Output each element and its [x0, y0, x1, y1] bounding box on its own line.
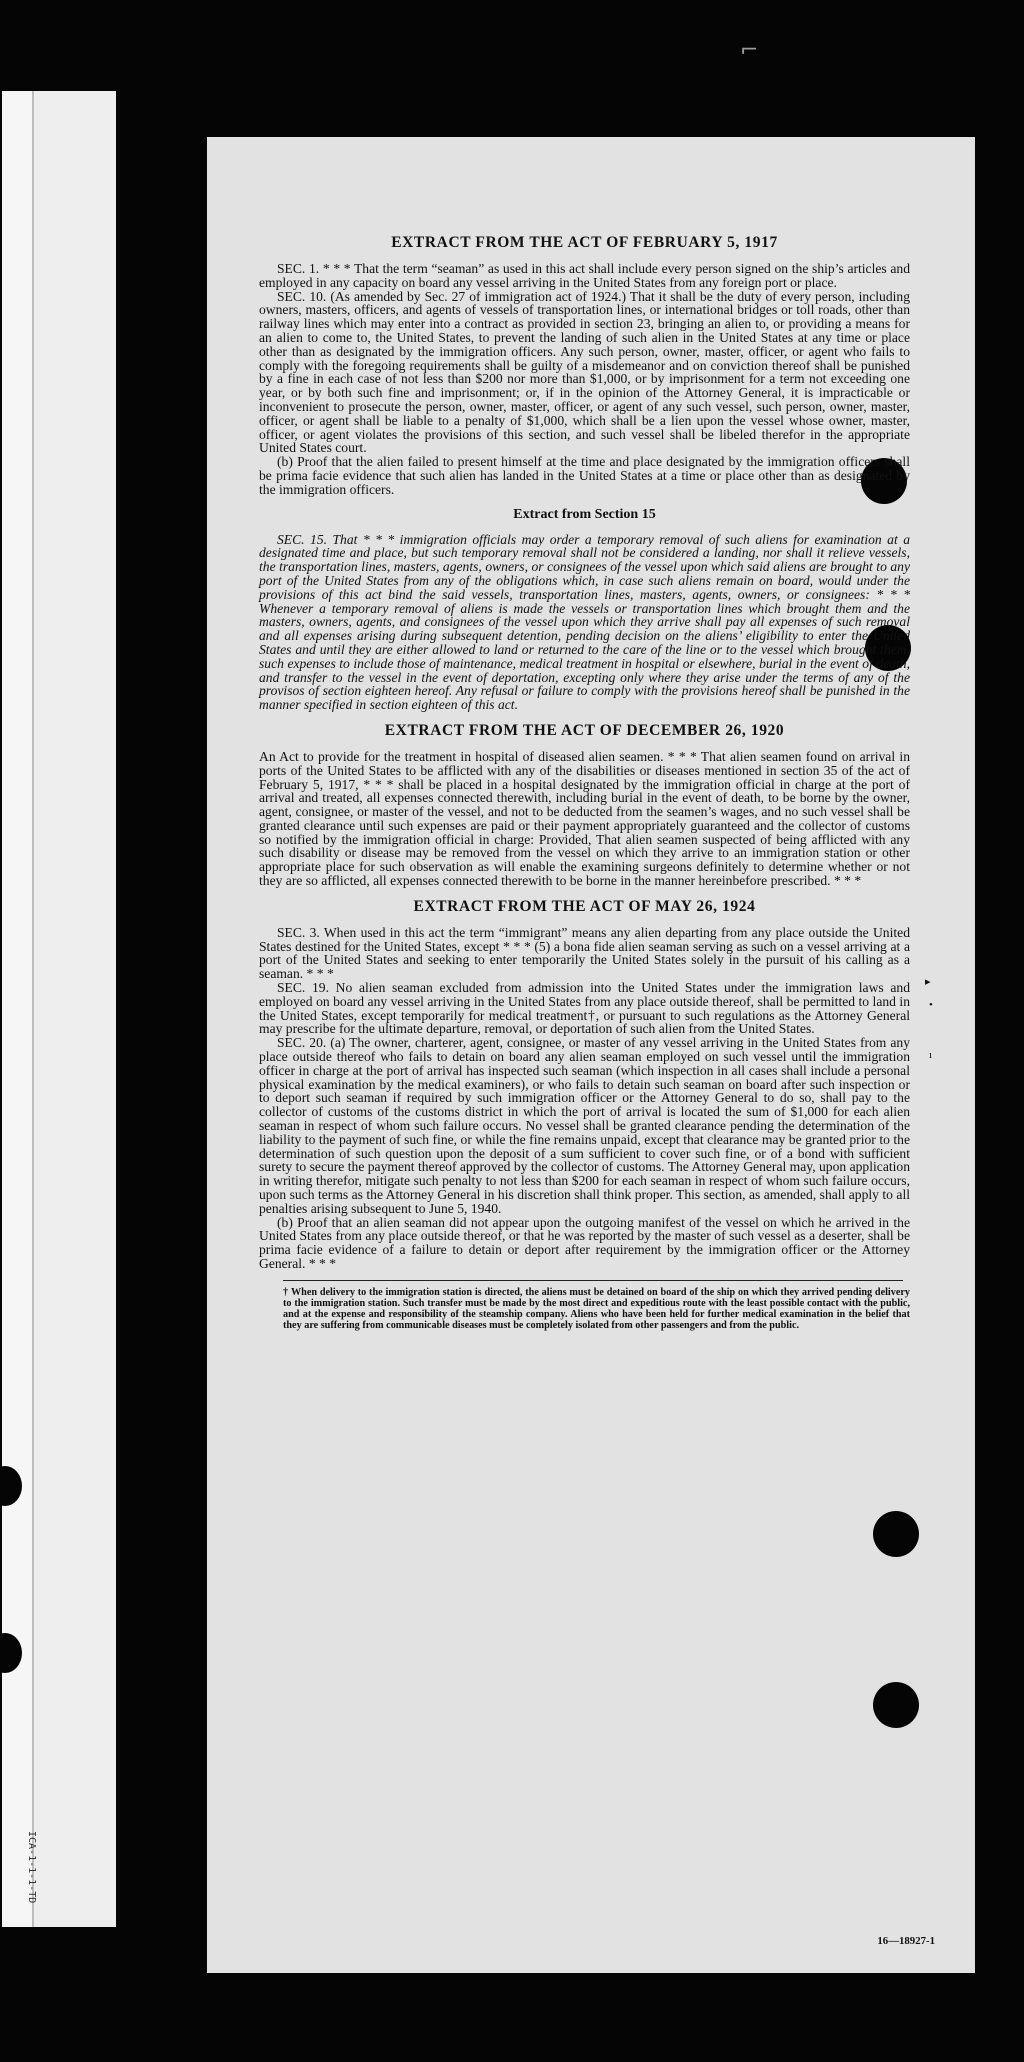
- margin-mark: •: [929, 999, 933, 1011]
- sec-10-paragraph: SEC. 10. (As amended by Sec. 27 of immigration act of 1924.) That it shall be the duty of every person, including owners, masters, officers, and agents of vessels of transportation lines, or international bridges or toll roads, other than railway lines which may enter into a contract as provided in section 23, bringing an alien to, or providing a means for an alien to come to, the United States, to prevent the landing of such alien in the United States at any time or place other than as designated by the immigration officers. Any such person, owner, master, officer, or agent who fails to comply with the foregoing requirements shall be guilty of a misdemeanor and on conviction thereof shall be punished by a fine in each case of not less than $200 nor more than $1,000, or by imprisonment for a term not exceeding one year, or by both such fine and imprisonment; or, if in the opinion of the Attorney General, it is impracticable or inconvenient to prosecute the person, owner, master, officer, or agent of any such vessel, such person, owner, master, officer, or agent shall be liable to a penalty of $1,000, which shall be a lien upon the vessel whose owner, master, officer, or agent violates the provisions of this section, and such vessel shall be libeled therefor in the appropriate United States court.: [259, 288, 910, 456]
- section-heading-dec-1920: EXTRACT FROM THE ACT OF DECEMBER 26, 1920: [384, 721, 785, 739]
- strip-edge-text: ICA-1-1-1-TD: [26, 1831, 37, 1904]
- sec-19-paragraph: SEC. 19. No alien seaman excluded from admission into the United States under the immigration laws and employed on board any vessel arriving in the United States from any place outside thereof, shall be permitted to land in the United States, except temporarily for medical treatment†, or pursuant to such regulations as the Attorney General may prescribe for the ultimate departure, removal, or deportation of such alien from the United States.: [259, 980, 910, 1037]
- footnote-rule: [283, 1280, 903, 1281]
- sec-3-paragraph: SEC. 3. When used in this act the term “immigrant” means any alien departing from any place outside the United States destined for the United States, except * * * (5) a bona fide alien seaman serving as such on a vessel arriving at a port of the United States and seeking to enter temporarily the United States solely in the pursuit of his calling as a seaman. * * *: [259, 924, 910, 982]
- sec-20-a-paragraph: SEC. 20. (a) The owner, charterer, agent, consignee, or master of any vessel arriving in the United States from any place outside thereof who fails to detain on board any alien seaman employed on such vessel until the immigration officer in charge at the port of arrival has inspected such seaman (which inspection in all cases shall include a personal physical examination by the medical examiners), or who fails to detain such seaman on board after such inspection or to deport such seaman if required by such immigration officer or the Attorney General to do so, shall pay to the collector of customs of the customs district in which the port of arrival is located the sum of $1,000 for each alien seaman in respect of whom such failure occurs. No vessel shall be granted clearance pending the determination of the liability to the payment of such fine, or while the fine remains unpaid, except that clearance may be granted prior to the determination of such question upon the deposit of a sum sufficient to cover such fine, or of a bond with sufficient surety to secure the payment thereof approved by the collector of customs. The Attorney General may, upon application in writing therefor, mitigate such penalty to not less than $200 for each seaman in respect of whom such failure occurs, upon such terms as the Attorney General in his discretion shall think proper. This section, as amended, shall apply to all penalties arising subsequent to June 5, 1940.: [259, 1035, 910, 1216]
- form-number: 16—18927-1: [877, 1935, 935, 1947]
- punch-hole: [873, 1511, 919, 1557]
- sec-20-b-paragraph: (b) Proof that an alien seaman did not appear upon the outgoing manifest of the vessel on which he arrived in the United States from any place outside thereof, or that he was reported by the master of such vessel as a deserter, shall be prima facie evidence of a failure to detain or deport after requirement by the immigration officer or the Attorney General. * * *: [259, 1214, 910, 1271]
- document-body: [259, 232, 910, 1332]
- sec-1-paragraph: SEC. 1. * * * That the term “seaman” as used in this act shall include every person signed on the ship’s articles and employed in any capacity on board any vessel arriving in the United States from any foreign port or place.: [259, 261, 910, 290]
- margin-mark: ı: [929, 1049, 933, 1061]
- section-subheading-15: Extract from Section 15: [513, 506, 656, 522]
- sec-10-b-paragraph: (b) Proof that the alien failed to present himself at the time and place designated by the immigration officers shall be prima facie evidence that such alien has landed in the United States at a time or place other than as designated by the immigration officers.: [259, 454, 910, 497]
- act-1920-paragraph: An Act to provide for the treatment in hospital of diseased alien seamen. * * * That alien seamen found on arrival in ports of the United States to be afflicted with any of the disabilities or diseases mentioned in section 35 of the act of February 5, 1917, * * * shall be placed in a hospital designated by the immigration official in charge at the port of arrival and treated, all expenses connected therewith, including burial in the event of death, to be borne by the owner, agent, consignee, or master of the vessel, and not to be deducted from the seamen’s wages, and no such vessel shall be granted clearance until such expenses are paid or their payment appropriately guaranteed and the collector of customs so notified by the immigration official in charge: Provided, That alien seamen suspected of being afflicted with any such disability or disease may be removed from the vessel on which they arrive to an immigration station or other appropriate place for such observation as will enable the examining surgeons definitely to determine whether or not they are so afflicted, all expenses connected therewith to be borne in the manner hereinbefore prescribed. * * *: [259, 748, 910, 889]
- document-page: [207, 137, 975, 1973]
- left-edge-strip: [2, 91, 116, 1927]
- margin-mark: ▸: [925, 976, 931, 988]
- section-heading-may-1924: EXTRACT FROM THE ACT OF MAY 26, 1924: [413, 897, 756, 915]
- punch-hole: [873, 1682, 919, 1728]
- corner-mark: ⌐: [740, 38, 759, 63]
- section-heading-feb-1917: EXTRACT FROM THE ACT OF FEBRUARY 5, 1917: [391, 234, 778, 251]
- sec-15-paragraph: SEC. 15. That * * * immigration officials may order a temporary removal of such aliens for examination at a designated time and place, but such temporary removal shall not be considered a landing, nor shall it relieve vessels, the transportation lines, masters, agents, owners, or consignees of the vessel upon which said aliens are brought to any port of the United States from any of the obligations which, in case such aliens remain on board, would under the provisions of this act bind the said vessels, transportation lines, masters, agents, owners, or consignees: * * * Whenever a temporary removal of aliens is made the vessels or transportation lines which brought them and the masters, owners, agents, and consignees of the vessel upon which they arrive shall pay all expenses of such removal and all expenses arising during subsequent detention, pending decision on the aliens’ eligibility to enter the United States and until they are either allowed to land or returned to the care of the line or to the vessel which brought them, such expenses to include those of maintenance, medical treatment in hospital or elsewhere, burial in the event of death, and transfer to the vessel in the event of deportation, excepting only where they arise under the terms of any of the provisos of section eighteen hereof. Any refusal or failure to comply with the provisions hereof shall be punished in the manner specified in section eighteen of this act.: [259, 531, 910, 713]
- footnote: † When delivery to the immigration station is directed, the aliens must be detained on board of the ship on which they arrived pending delivery to the immigration station. Such transfer must be made by the most direct and expeditious route with the least possible contact with the public, and at the expense and responsibility of the steamship company. Aliens who have been held for further medical examination in the belief that they are suffering from communicable diseases must be completely isolated from other passengers and from the public.: [283, 1286, 910, 1332]
